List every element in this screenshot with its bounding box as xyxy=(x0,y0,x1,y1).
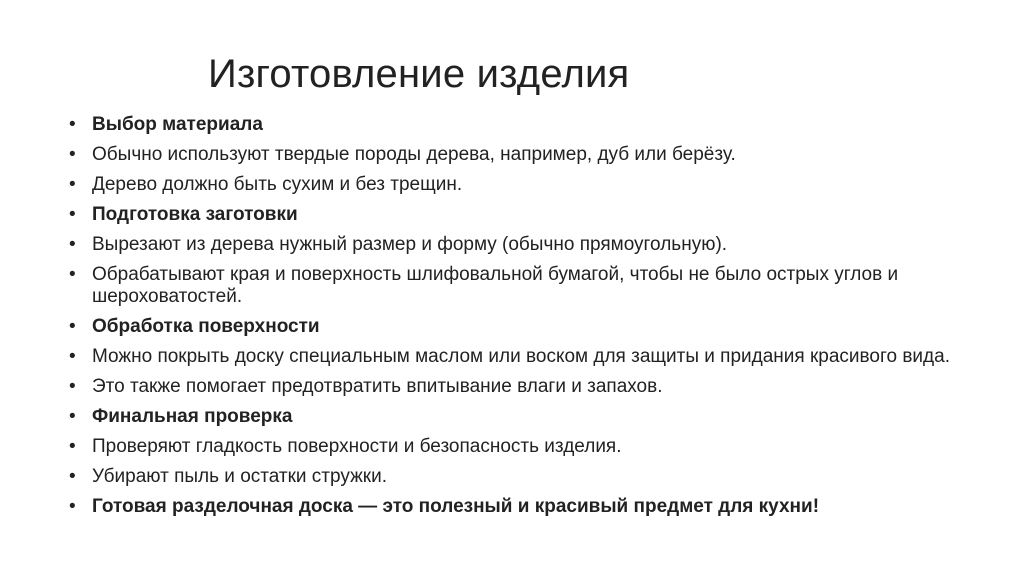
list-item xyxy=(64,436,964,458)
bullet-dot-icon: • xyxy=(69,174,76,195)
list-item xyxy=(64,144,964,166)
list-item-text: Обычно используют твердые породы дерева, например, дуб или берёзу. xyxy=(92,144,736,165)
bullet-dot-icon: • xyxy=(69,436,76,457)
list-item xyxy=(64,234,964,256)
list-item xyxy=(64,264,964,308)
list-item-text: Обрабатывают края и поверхность шлифовальной бумагой, чтобы не было острых углов и шероховатостей. xyxy=(92,264,899,307)
bullet-dot-icon: • xyxy=(69,114,76,135)
bullet-dot-icon: • xyxy=(69,346,76,367)
bullet-dot-icon: • xyxy=(69,496,76,517)
list-item-text: Убирают пыль и остатки стружки. xyxy=(92,466,387,487)
bullet-dot-icon: • xyxy=(69,316,76,337)
bullet-dot-icon: • xyxy=(69,204,76,225)
list-item xyxy=(64,376,964,398)
bullet-dot-icon: • xyxy=(69,264,76,285)
list-item-text: Вырезают из дерева нужный размер и форму (обычно прямоугольную). xyxy=(92,234,728,255)
section-heading-surface: Обработка поверхности xyxy=(92,316,320,337)
list-item xyxy=(64,114,964,136)
list-item xyxy=(64,346,964,368)
bullet-dot-icon: • xyxy=(69,466,76,487)
list-item-text: Это также помогает предотвратить впитывание влаги и запахов. xyxy=(92,376,663,397)
bullet-dot-icon: • xyxy=(69,376,76,397)
list-item xyxy=(64,406,964,428)
section-heading-final-check: Финальная проверка xyxy=(92,406,293,427)
list-item xyxy=(64,174,964,196)
list-item xyxy=(64,316,964,338)
bullet-dot-icon: • xyxy=(69,144,76,165)
bullet-list xyxy=(64,114,964,526)
list-item-text: Можно покрыть доску специальным маслом или воском для защиты и придания красивого вида. xyxy=(92,346,950,367)
bullet-dot-icon: • xyxy=(69,234,76,255)
list-item xyxy=(64,204,964,226)
section-heading-blank: Подготовка заготовки xyxy=(92,204,298,225)
list-item xyxy=(64,466,964,488)
list-item-text: Проверяют гладкость поверхности и безопасность изделия. xyxy=(92,436,622,457)
bullet-dot-icon: • xyxy=(69,406,76,427)
list-item-text: Дерево должно быть сухим и без трещин. xyxy=(92,174,463,195)
list-item xyxy=(64,496,964,518)
slide-title: Изготовление изделия xyxy=(208,52,630,96)
section-heading-material: Выбор материала xyxy=(92,114,263,135)
conclusion-text: Готовая разделочная доска — это полезный и красивый предмет для кухни! xyxy=(92,496,820,517)
